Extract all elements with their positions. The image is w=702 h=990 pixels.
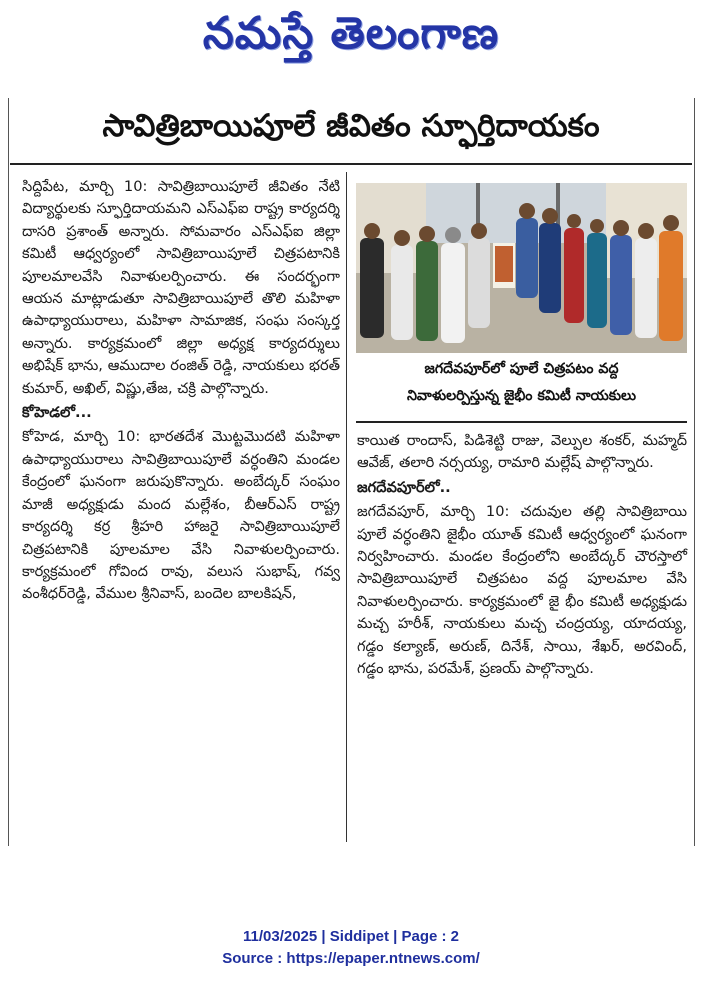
caption-divider bbox=[356, 421, 687, 423]
article-paragraph: కాయిత రాందాస్, పిడిశెట్టి రాజు, వెల్పుల శంకర్, మహ్మద్ ఆవేజ్, తలారి నర్సయ్య, రామారి మల్లేష్ పాల్గొన్నారు. bbox=[357, 432, 687, 472]
group-photo-illustration bbox=[356, 183, 687, 353]
clip-border-left bbox=[8, 98, 9, 846]
photo-caption bbox=[356, 356, 687, 416]
caption-line-1: జగదేవపూర్‌లో పూలే చిత్రపటం వద్ద bbox=[424, 361, 619, 377]
article-paragraph: సిద్దిపేట, మార్చి 10: సావిత్రిబాయిపూలే జీవితం నేటి విద్యార్థులకు స్ఫూర్తిదాయమని ఎస్ఎఫ్ఐ రాష్ట్ర కార్యదర్శి దాసరి ప్రశాంత్ అన్నారు. సోమవారం ఎస్ఎఫ్ఐ జిల్లా కమిటీ ఆధ్వర్యంలో సావిత్రిబాయిపూలే చిత్రపటానికి పూలమాలవేసి నివాళులర్పించారు. ఈ సందర్భంగా ఆయన మాట్లాడుతూ సావిత్రిబాయిపూలే తొలి మహిళా ఉపాధ్యాయురాలు, మహిళా సామాజిక, సంఘ సంస్కర్త అన్నారు. కార్యక్రమంలో జిల్లా అధ్యక్ష కార్యదర్శులు అభిషేక్ భాను, ఆముదాల రంజిత్ రెడ్డి, నాయకులు భరత్ కుమార్, అఖిల్, విష్ణు,తేజ, చక్రి పాల్గొన్నారు. bbox=[22, 178, 340, 397]
article-column-right bbox=[357, 430, 687, 680]
news-photo bbox=[356, 183, 687, 353]
subheading-jagadevpur: జగదేవపూర్‌లో.. bbox=[357, 478, 451, 496]
subheading-kohed: కోహెడలో... bbox=[22, 404, 92, 422]
headline-divider bbox=[10, 163, 692, 165]
article-headline: సావిత్రిబాయిపూలే జీవితం స్ఫూర్తిదాయకం bbox=[102, 108, 600, 144]
clip-border-right bbox=[694, 98, 695, 846]
article-paragraph: కోహెడ, మార్చి 10: భారతదేశ మొట్టమొదటి మహిళా ఉపాధ్యాయురాలు సావిత్రిబాయిపూలే వర్ధంతిని మండల కేంద్రంలో ఘనంగా జరుపుకొన్నారు. అంబేద్కర్ సంఘం మాజీ అధ్యక్షుడు మంద మల్లేశం, బీఆర్ఎస్ రాష్ట్ర కార్యదర్శి కర్ర శ్రీహరి హాజరై సావిత్రిబాయిపూలే చిత్రపటానికి పూలమాల వేసి నివాళులర్పించారు. కార్యక్రమంలో గోవింద రావు, వలుస సుభాష్, గవ్వ వంశీధర్‌రెడ్డి, వేముల శ్రీనివాస్, బందెల బాలకిషన్, bbox=[22, 428, 340, 603]
article-paragraph: జగదేవపూర్, మార్చి 10: చదువుల తల్లి సావిత్రిబాయి పూలే వర్ధంతిని జైభీం యూత్ కమిటీ ఆధ్వర్యంలో ఘనంగా నిర్వహించారు. మండల కేంద్రంలోని అంబేద్కర్ చౌరస్తాలో సావిత్రిబాయిపూలే చిత్రపటం వద్ద పూలమాల వేసి నివాళులర్పించారు. కార్యక్రమంలో జై భీం కమిటీ అధ్యక్షుడు మచ్చ హరీశ్, నాయకులు మచ్చ చంద్రయ్య, యాదయ్య, గడ్డం కల్యాణ్, అరుణ్, దినేశ్, సాయి, శేఖర్, అరవింద్, గడ్డం భాను, పరమేశ్, ప్రణయ్ పాల్గొన్నారు. bbox=[357, 503, 687, 678]
masthead-logo: నమస్తే తెలంగాణ bbox=[202, 8, 500, 59]
footer-date-edition: 11/03/2025 | Siddipet | Page : 2 bbox=[243, 928, 459, 945]
caption-line-2: నివాళులర్పిస్తున్న జైభీం కమిటీ నాయకులు bbox=[406, 388, 637, 404]
footer-source: Source : https://epaper.ntnews.com/ bbox=[222, 950, 480, 967]
article-column-left bbox=[22, 176, 340, 606]
column-divider bbox=[346, 172, 347, 842]
